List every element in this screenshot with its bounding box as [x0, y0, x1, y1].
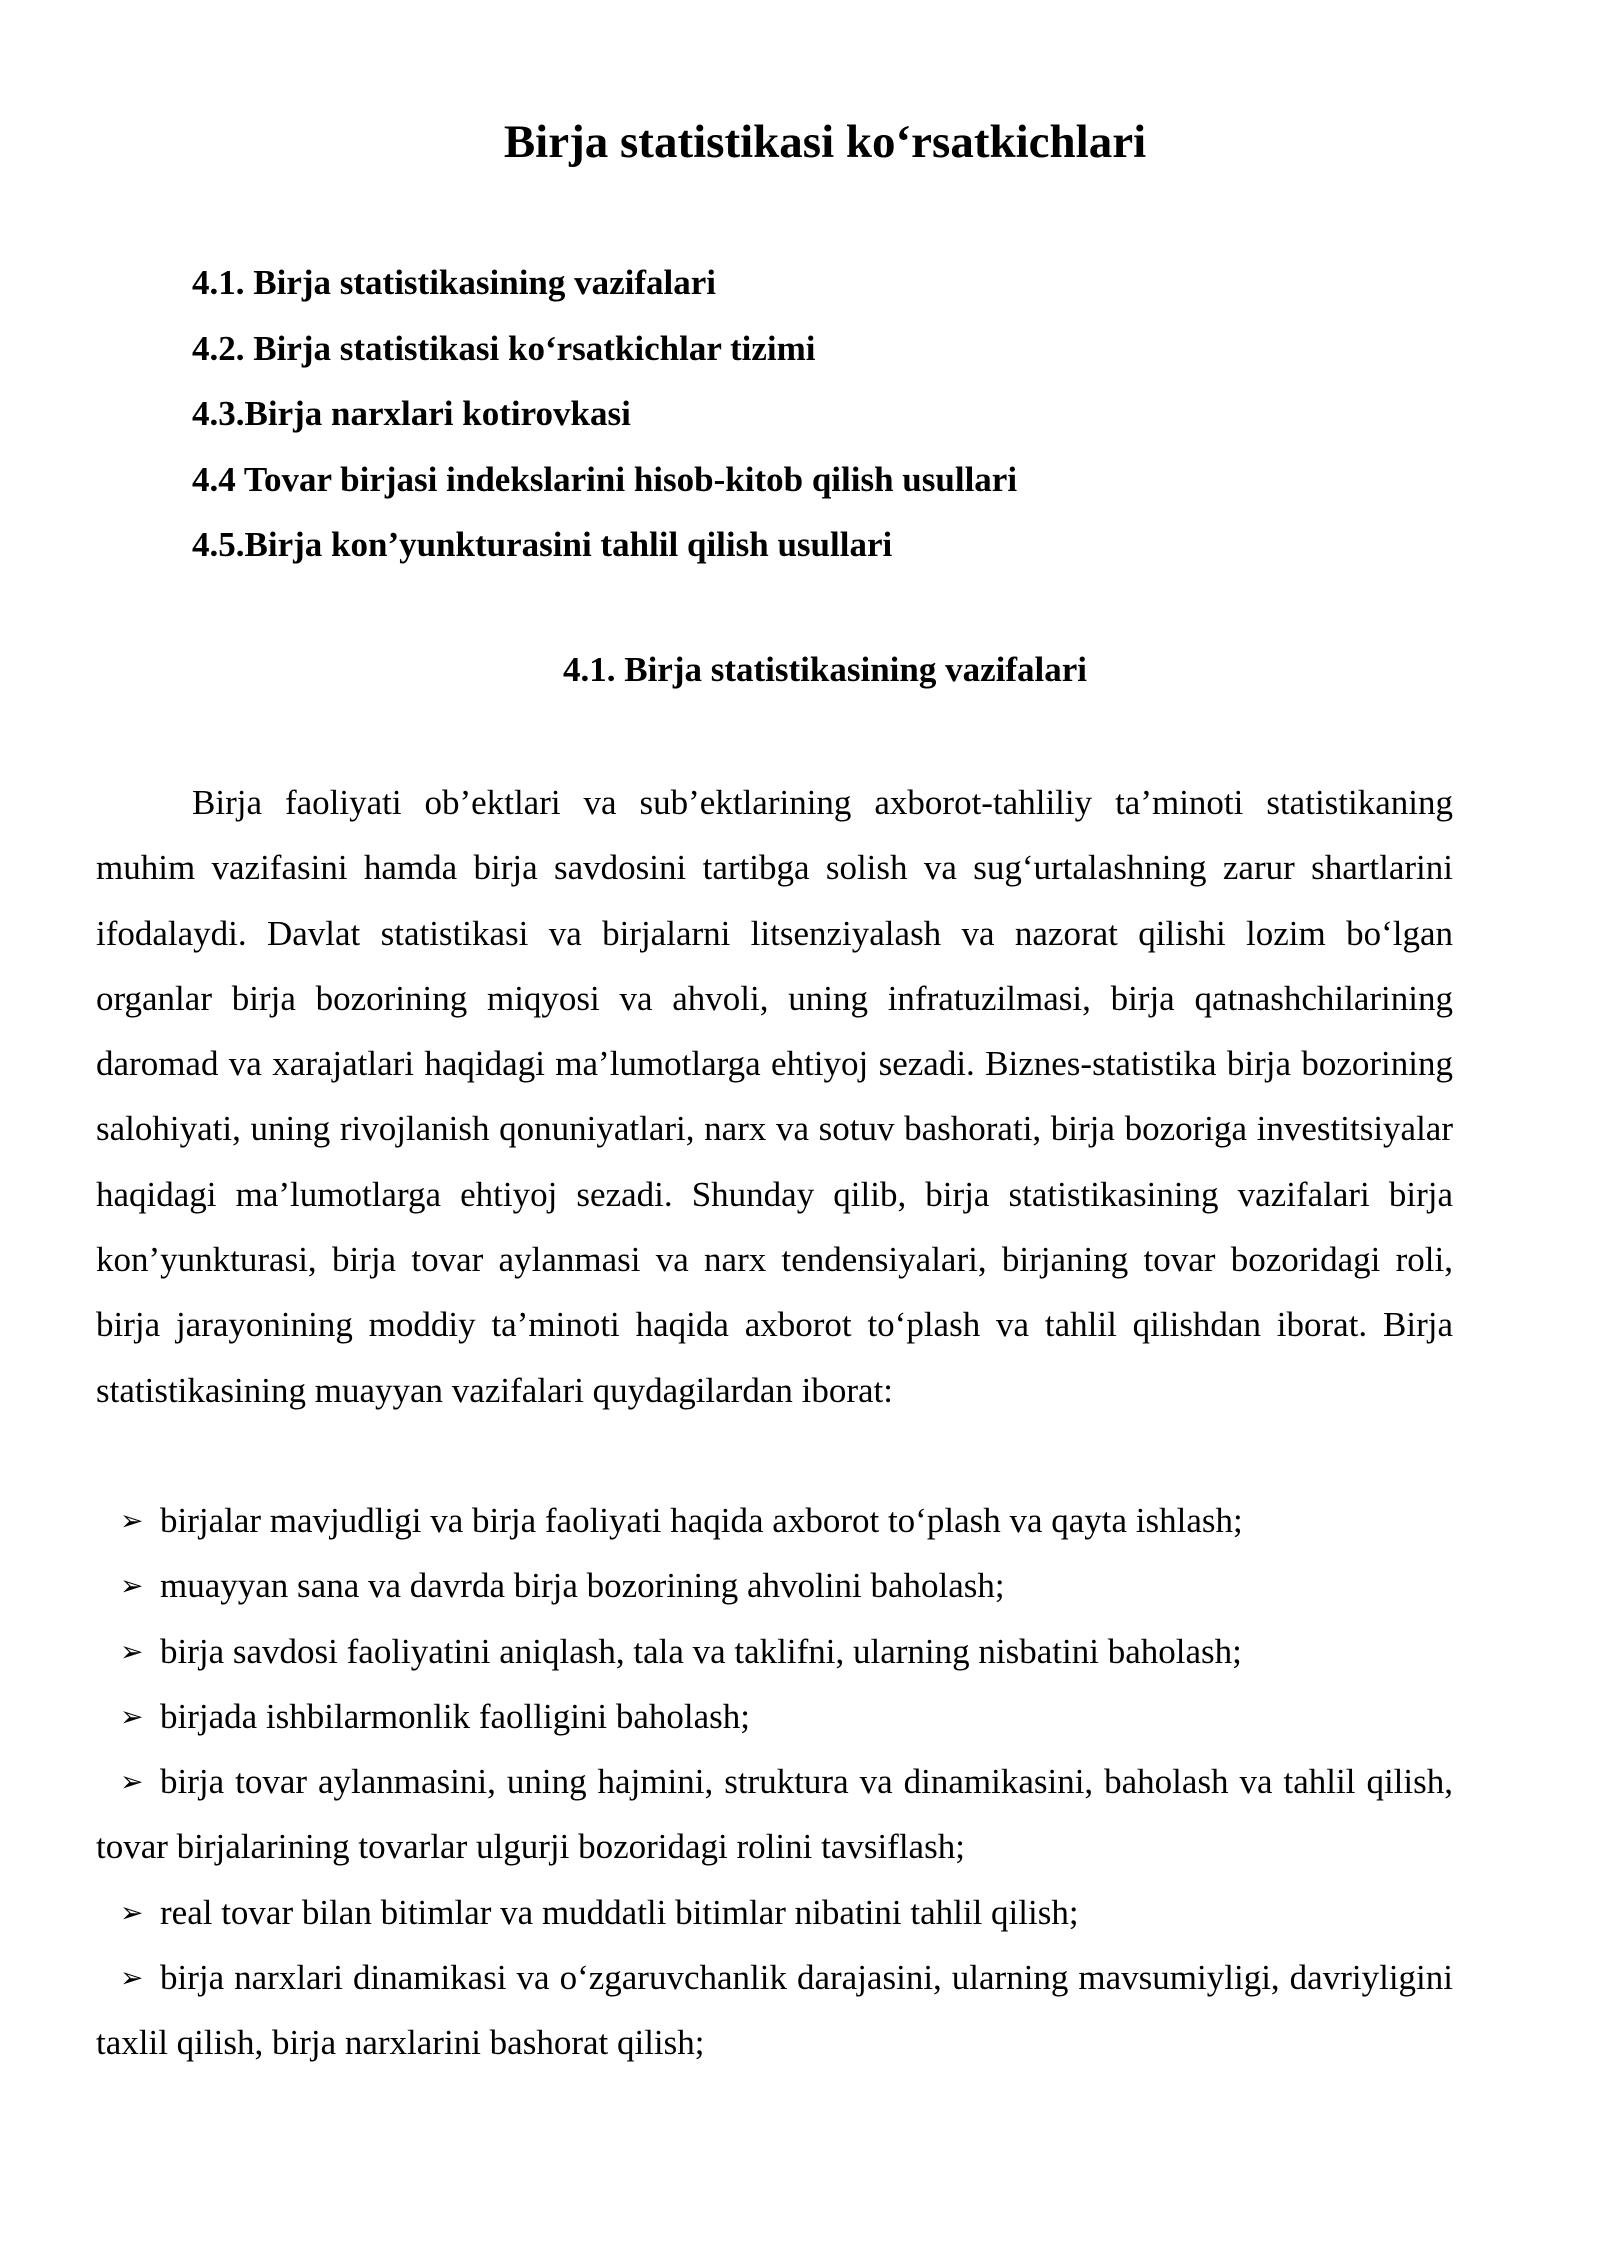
toc-item: 4.5.Birja kon’yunkturasini tahlil qilish usullari [192, 525, 893, 564]
document-title: Birja statistikasi ko‘rsatkichlari [503, 116, 1147, 168]
toc-item: 4.1. Birja statistikasining vazifalari [192, 263, 717, 302]
arrow-bullet-icon: ➢ [120, 1961, 144, 1995]
bullet-text: real tovar bilan bitimlar va muddatli bitimlar nibatini tahlil qilish; [160, 1892, 1079, 1932]
arrow-bullet-icon: ➢ [120, 1895, 144, 1929]
arrow-bullet-icon: ➢ [120, 1504, 144, 1537]
bullet-text: birjada ishbilarmonlik faolligini baholash; [160, 1696, 751, 1736]
toc-item: 4.3.Birja narxlari kotirovkasi [192, 394, 631, 433]
bullet-item [96, 1488, 1453, 1553]
bullet-item [96, 1553, 1453, 1618]
bullet-item [96, 1619, 1453, 1684]
bullet-text: birja savdosi faoliyatini aniqlash, tala va taklifni, ularning nisbatini baholash; [160, 1631, 1242, 1671]
bullet-text: birja narxlari dinamikasi va o‘zgaruvchanlik darajasini, ularning mavsumiyligi, davriyligini taxlil qilish, birja narxlarini bashorat qilish; [96, 1958, 1453, 2063]
arrow-bullet-icon: ➢ [120, 1569, 144, 1603]
arrow-bullet-icon: ➢ [120, 1699, 144, 1733]
body-paragraph: Birja faoliyati ob’ektlari va sub’ektlarining axborot-tahliliy ta’minoti statistikaning muhim vazifasini hamda birja savdosini tartibga solish va sug‘urtalashning zarur shartlarini ifodalaydi. Davlat statistikasi va birjalarni litsenziyalash va nazorat qilishi lozim bo‘lgan organlar birja bozorining miqyosi va ahvoli, uning infratuzilmasi, birja qatnashchilarining daromad va xarajatlari haqidagi ma’lumotlarga ehtiyoj sezadi. Biznes-statistika birja bozorining salohiyati, uning rivojlanish qonuniyatlari, narx va sotuv bashorati, birja bozoriga investitsiyalar haqidagi ma’lumotlarga ehtiyoj sezadi. Shunday qilib, birja statistikasining vazifalari birja kon’yunkturasi, birja tovar aylanmasi va narx tendensiyalari, birjaning tovar bozoridagi roli, birja jarayonining moddiy ta’minoti haqida axborot to‘plash va tahlil qilishdan iborat. Birja statistikasining muayyan vazifalari quydagilardan iborat: [96, 783, 1453, 1410]
bullet-item [96, 1749, 1453, 1880]
toc-item: 4.4 Tovar birjasi indekslarini hisob-kitob qilish usullari [192, 459, 1018, 499]
bullet-item [96, 1945, 1453, 2076]
arrow-bullet-icon: ➢ [120, 1634, 144, 1668]
task-bullet-list [96, 1488, 1453, 2076]
bullet-text: birja tovar aylanmasini, uning hajmini, struktura va dinamikasini, baholash va tahlil qilish, tovar birjalarining tovarlar ulgurji bozoridagi rolini tavsiflash; [96, 1762, 1453, 1867]
section-heading: 4.1. Birja statistikasining vazifalari [562, 650, 1088, 689]
table-of-contents [192, 250, 1017, 578]
toc-item: 4.2. Birja statistikasi ko‘rsatkichlar tizimi [192, 328, 816, 368]
bullet-item [96, 1684, 1453, 1749]
arrow-bullet-icon: ➢ [120, 1765, 144, 1799]
bullet-item [96, 1880, 1453, 1945]
bullet-text: birjalar mavjudligi va birja faoliyati haqida axborot to‘plash va qayta ishlash; [160, 1501, 1243, 1540]
bullet-text: muayyan sana va davrda birja bozorining ahvolini baholash; [160, 1566, 1005, 1606]
